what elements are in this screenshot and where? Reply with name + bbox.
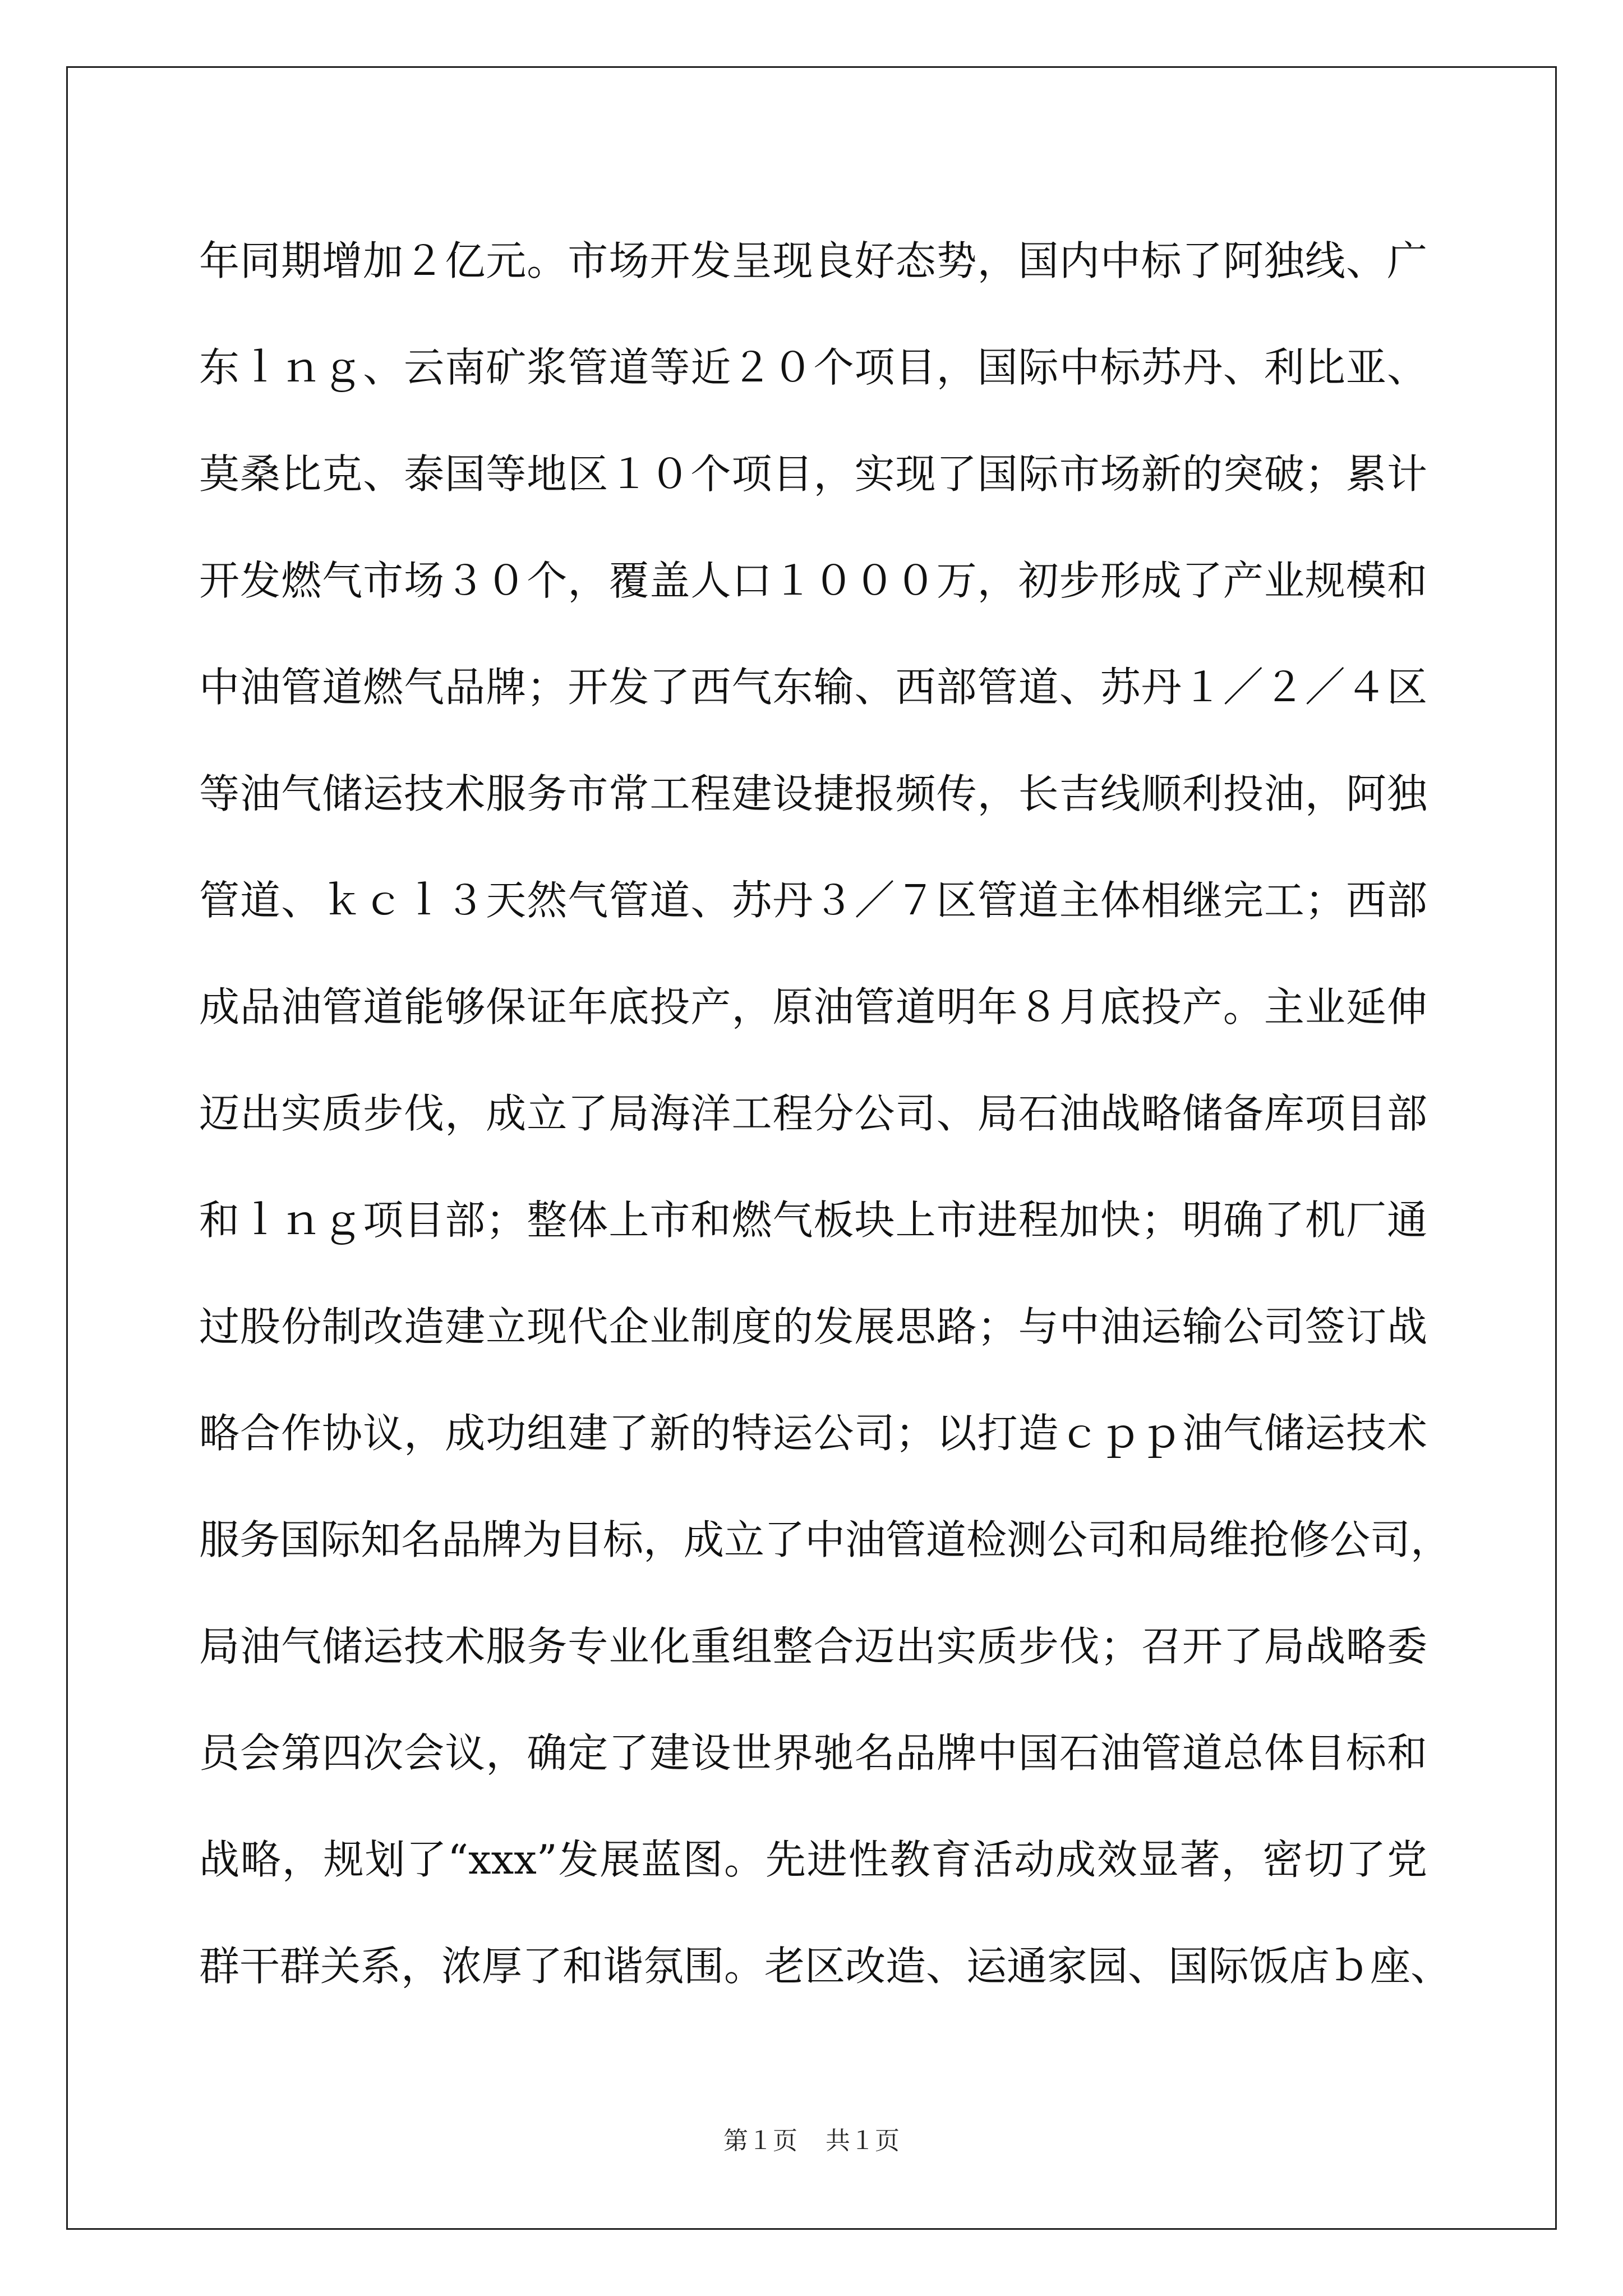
text-line: 莫桑比克、泰国等地区１０个项目，实现了国际市场新的突破；累计: [199, 450, 1427, 498]
text-line: 等油气储运技术服务市常工程建设捷报频传，长吉线顺利投油，阿独: [199, 770, 1427, 817]
page-number: 第１页: [723, 2127, 797, 2155]
text-line: 年同期增加２亿元。市场开发呈现良好态势，国内中标了阿独线、广: [199, 237, 1427, 284]
text-line: 员会第四次会议，确定了建设世界驰名品牌中国石油管道总体目标和: [199, 1729, 1427, 1777]
text-line: 和ｌｎｇ项目部；整体上市和燃气板块上市进程加快；明确了机厂通: [199, 1197, 1427, 1244]
text-line: 过股份制改造建立现代企业制度的发展思路；与中油运输公司签订战: [199, 1303, 1427, 1350]
text-line: 东ｌｎｇ、云南矿浆管道等近２０个项目，国际中标苏丹、利比亚、: [199, 344, 1427, 391]
text-line: 迈出实质步伐，成立了局海洋工程分公司、局石油战略储备库项目部: [199, 1090, 1427, 1137]
text-line: 略合作协议，成功组建了新的特运公司；以打造ｃｐｐ油气储运技术: [199, 1410, 1427, 1457]
document-body: [199, 208, 1451, 2019]
text-line: 服务国际知名品牌为目标，成立了中油管道检测公司和局维抢修公司，: [199, 1516, 1451, 1563]
text-line: 开发燃气市场３０个，覆盖人口１０００万，初步形成了产业规模和: [199, 557, 1427, 604]
text-line: 战略，规划了“xxx”发展蓝图。先进性教育活动成效显著，密切了党: [199, 1836, 1427, 1883]
text-line: 群干群关系，浓厚了和谐氛围。老区改造、运通家园、国际饭店ｂ座、: [199, 1943, 1451, 1990]
page-total: 共１页: [826, 2127, 900, 2155]
text-line: 中油管道燃气品牌；开发了西气东输、西部管道、苏丹１／２／４区: [199, 664, 1427, 711]
text-line: 局油气储运技术服务专业化重组整合迈出实质步伐；召开了局战略委: [199, 1623, 1427, 1670]
page-footer: [0, 2120, 1623, 2156]
text-line: 管道、ｋｃｌ３天然气管道、苏丹３／７区管道主体相继完工；西部: [199, 877, 1427, 924]
text-line: 成品油管道能够保证年底投产，原油管道明年８月底投产。主业延伸: [199, 983, 1427, 1030]
